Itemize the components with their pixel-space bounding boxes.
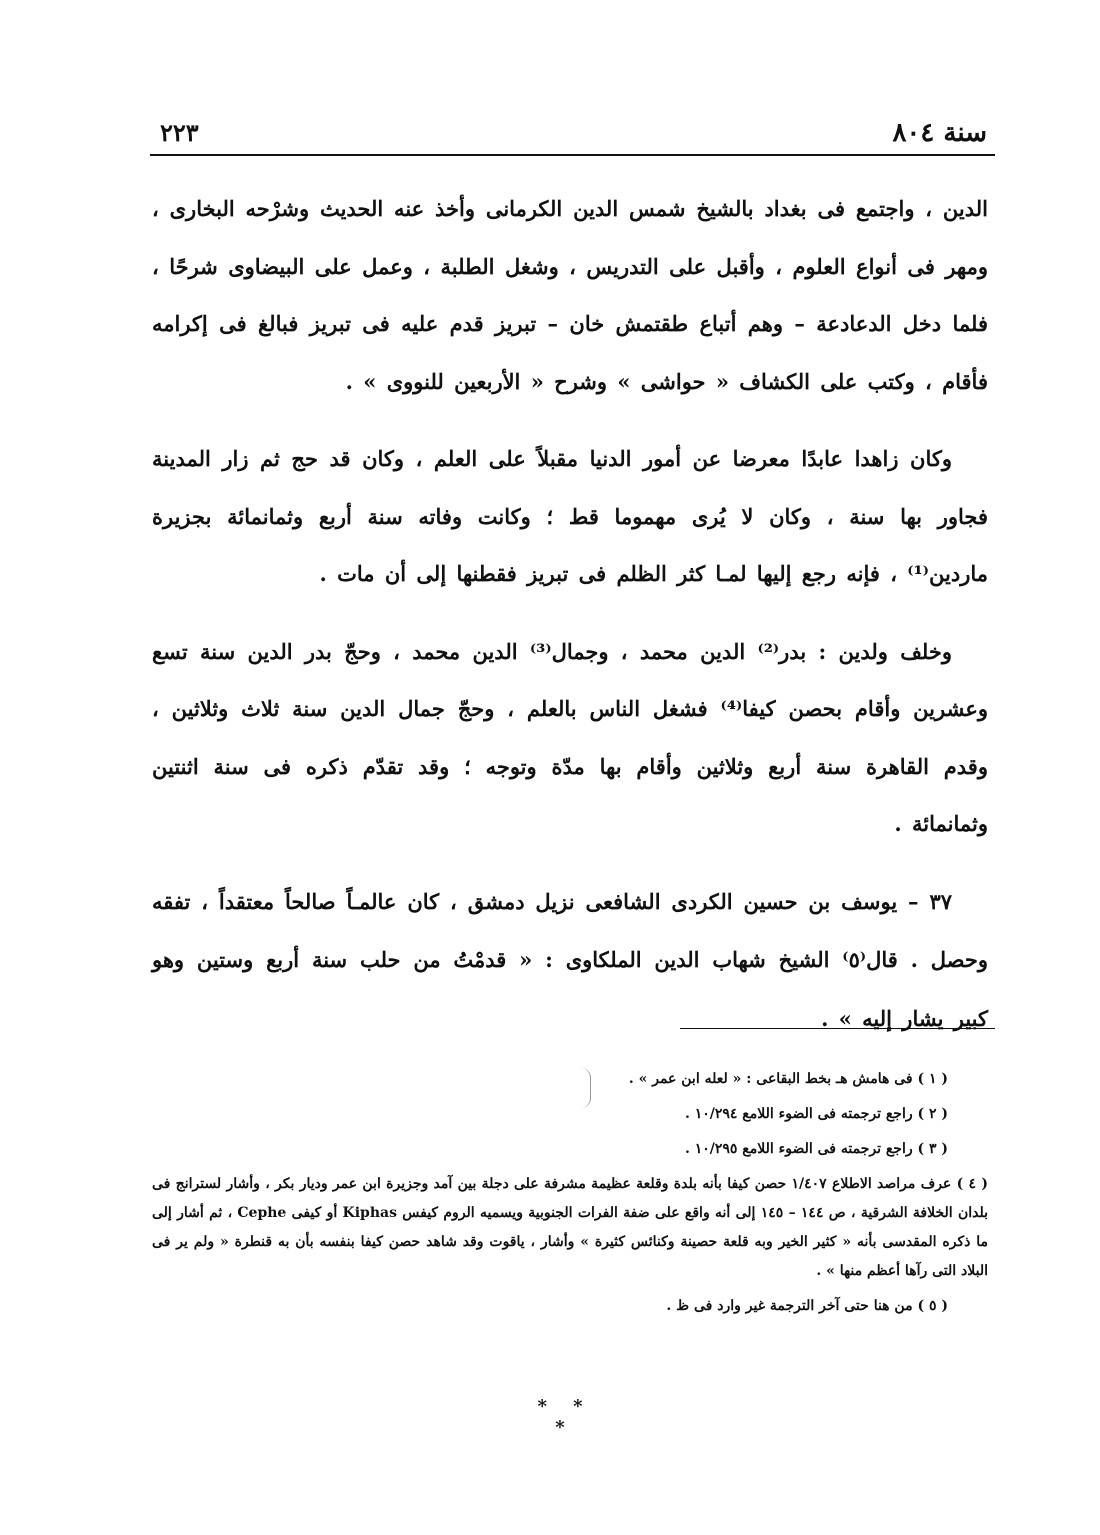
entry-37 [152, 873, 988, 1049]
header-rule [150, 154, 995, 156]
paragraph-sons: وخلف ولدين : بدر⁽²⁾ الدين محمد ، وجمال⁽³⁾ الدين محمد ، وحجّ بدر الدين سنة تسع وعشرين وأقام بحصن كيفا⁽⁴⁾ فشغل الناس بالعلم ، وحجّ جمال الدين سنة ثلاث وثلاثين ، وقدم القاهرة سنة أربع وثلاثين وأقام بها مدّة وتوجه ؛ وقد تقدّم ذكره فى سنة اثنتين وثمانمائة . [152, 638, 989, 836]
main-text [152, 180, 988, 1068]
entry-37-heading: ٣٧ – يوسف بن حسين الكردى الشافعى نزيل دمشق [467, 888, 952, 914]
footnote-5: ( ٥ ) من هنا حتى آخر الترجمة غير وارد فى ظ . [666, 1298, 948, 1314]
footnote-4: ( ٤ ) عرف مراصد الاطلاع ١/٤٠٧ حصن كيفا بأنه بلدة وقلعة عظيمة مشرفة على دجلة بين آمد وجزيرة ابن عمر وديار بكر ، وأشار لسترانج فى بلدان الخلافة الشرقية ، ص ١٤٤ – ١٤٥ إلى أنه واقع على ضفة الفرات الجنوبية ويسميه الروم كيفس Kiphas أو كيفى Cephe ، ثم أشار إلى ما ذكره المقدسى بأنه « كثير الخير وبه قلعة حصينة وكنائس كثيرة » وأشار ، ياقوت وقد شاهد حصن كيفا بنفسه بأن به قنطرة « ولم ير فى البلاد التى رآها أعظم منها » . [152, 1176, 989, 1279]
entry-37-text: ، كان عالمـاً صالحاً معتقداً ، تفقه وحصل . قال⁽٥⁾ الشيخ شهاب الدين الملكاوى : « قدمْتُ من حلب سنة أربع وستين وهو كبير يشار إليه » . [152, 888, 988, 1031]
running-title: سنة ٨٠٤ [892, 118, 987, 148]
page-number: ٢٢٣ [160, 118, 199, 147]
footnote-1: ( ١ ) فى هامش هـ بخط البقاعى : « لعله ابن عمر » . [628, 1071, 948, 1087]
paragraph-continuation: الدين ، واجتمع فى بغداد بالشيخ شمس الدين الكرمانى وأخذ عنه الحديث وشرْحه البخارى ، ومهر فى أنواع العلوم ، وأقبل على التدريس ، وشغل الطلبة ، وعمل على البيضاوى شرحًا ، فلما دخل الدعادعة – وهم أتباع طقتمش خان – تبريز قدم عليه فى تبريز فبالغ فى إكرامه فأقام ، وكتب على الكشاف « حواشى » وشرح « الأربعين للنووى » . [152, 196, 988, 394]
footnote-3: ( ٣ ) راجع ترجمته فى الضوء اللامع ١٠/٢٩٥ . [684, 1141, 948, 1157]
footnote-rule [680, 1028, 995, 1029]
section-divider: * * * [537, 1396, 593, 1438]
footnotes [152, 1065, 988, 1327]
page-header [150, 112, 995, 152]
paragraph-ascetic: وكان زاهدا عابدًا معرضا عن أمور الدنيا مقبلاً على العلم ، وكان قد حج ثم زار المدينة فجاور بها سنة ، وكان لا يُرى مهموما قط ؛ وكانت وفاته سنة أربع وثمانمائة بجزيرة ماردين⁽¹⁾ ، فإنه رجع إليها لمـا كثر الظلم فى تبريز فقطنها إلى أن مات . [152, 446, 988, 586]
footnote-2: ( ٢ ) راجع ترجمته فى الضوء اللامع ١٠/٢٩٤ . [684, 1106, 948, 1122]
